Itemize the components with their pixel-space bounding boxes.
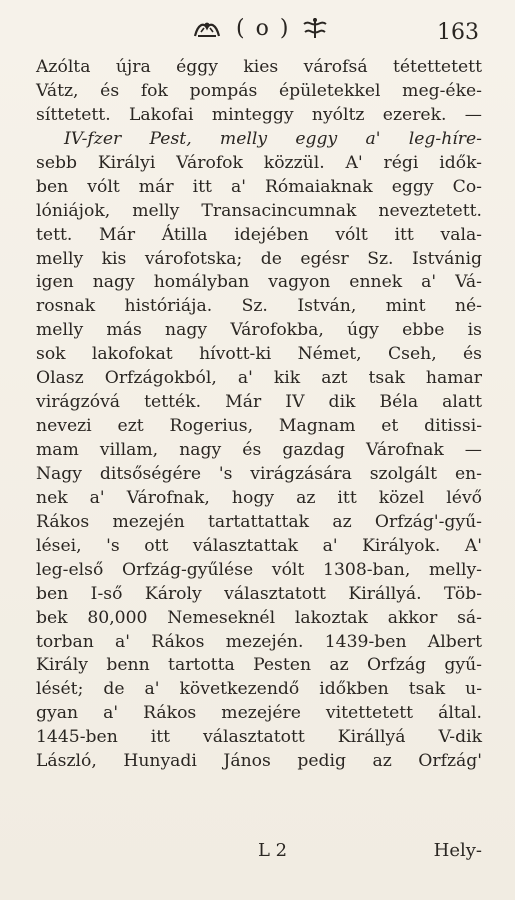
text-line: Király benn tartotta Pesten az Orfzág gyű- (36, 655, 482, 676)
text-line: 1445-ben itt választatott Királlyá V-dik (36, 727, 482, 748)
text-line: IV-fzer Pest, melly eggy a' leg-híre- (64, 128, 482, 149)
text-line: Azólta újra éggy kies várofsá tétettetett (36, 57, 482, 77)
text-line: ben vólt már itt a' Rómaiaknak eggy Co- (36, 176, 482, 197)
text-line: sebb Királyi Várofok közzül. A' régi idők- (36, 152, 482, 173)
text-line: Nagy ditsőségére 's virágzására szolgált en- (36, 463, 482, 484)
header-label: ( o ) (236, 16, 291, 41)
text-line: lései, 's ott választattak a' Királyok. A' (36, 535, 482, 556)
text-line: lését; de a' következendő időkben tsak u- (36, 679, 482, 700)
printer-ornament-icon (300, 16, 330, 40)
text-line: tett. Már Átilla idejében vólt itt vala- (36, 224, 482, 245)
text-line: gyan a' Rákos mezejére vitettetett által. (36, 703, 482, 724)
text-line: torban a' Rákos mezején. 1439-ben Albert (36, 631, 482, 652)
text-line: Rákos mezején tartattattak az Orfzág'-gyű- (36, 511, 482, 532)
text-line: Vátz, és fok pompás épületekkel meg-éke- (36, 80, 482, 101)
body-text (36, 56, 482, 774)
text-line: lóniájok, melly Transacincumnak neveztetett. (36, 200, 482, 221)
text-line: nek a' Várofnak, hogy az itt közel lévő (36, 487, 482, 508)
running-header (0, 14, 515, 48)
text-line: bek 80,000 Nemeseknél lakoztak akkor sá- (36, 607, 482, 628)
text-line: Olasz Orfzágokból, a' kik azt tsak hamar (36, 368, 482, 389)
catchword: Hely- (433, 840, 482, 861)
text-line: nevezi ezt Rogerius, Magnam et ditissi- (36, 416, 482, 437)
text-line: rosnak históriája. Sz. István, mint né- (36, 296, 482, 317)
text-line: igen nagy homályban vagyon ennek a' Vá- (36, 272, 482, 293)
text-line: melly kis várofotska; de egésr Sz. Istvánig (36, 248, 482, 269)
page-footer (36, 840, 482, 868)
text-line: virágzóvá tették. Már IV dik Béla alatt (36, 392, 482, 413)
signature-mark: L 2 (258, 840, 288, 861)
text-line: síttetett. Lakofai minteggy nyóltz ezerek. — (36, 104, 482, 125)
text-line: László, Hunyadi János pedig az Orfzág' (36, 751, 482, 772)
printer-ornament-icon (192, 18, 222, 40)
text-line: melly más nagy Várofokba, úgy ebbe is (36, 320, 482, 341)
text-line: sok lakofokat hívott-ki Német, Cseh, és (36, 344, 482, 365)
text-line: leg-első Orfzág-gyűlése vólt 1308-ban, melly- (36, 559, 482, 580)
text-line: ben I-ső Károly választatott Királlyá. Töb- (36, 583, 482, 604)
text-line: mam villam, nagy és gazdag Várofnak — (36, 440, 482, 460)
page-number: 163 (437, 20, 479, 45)
